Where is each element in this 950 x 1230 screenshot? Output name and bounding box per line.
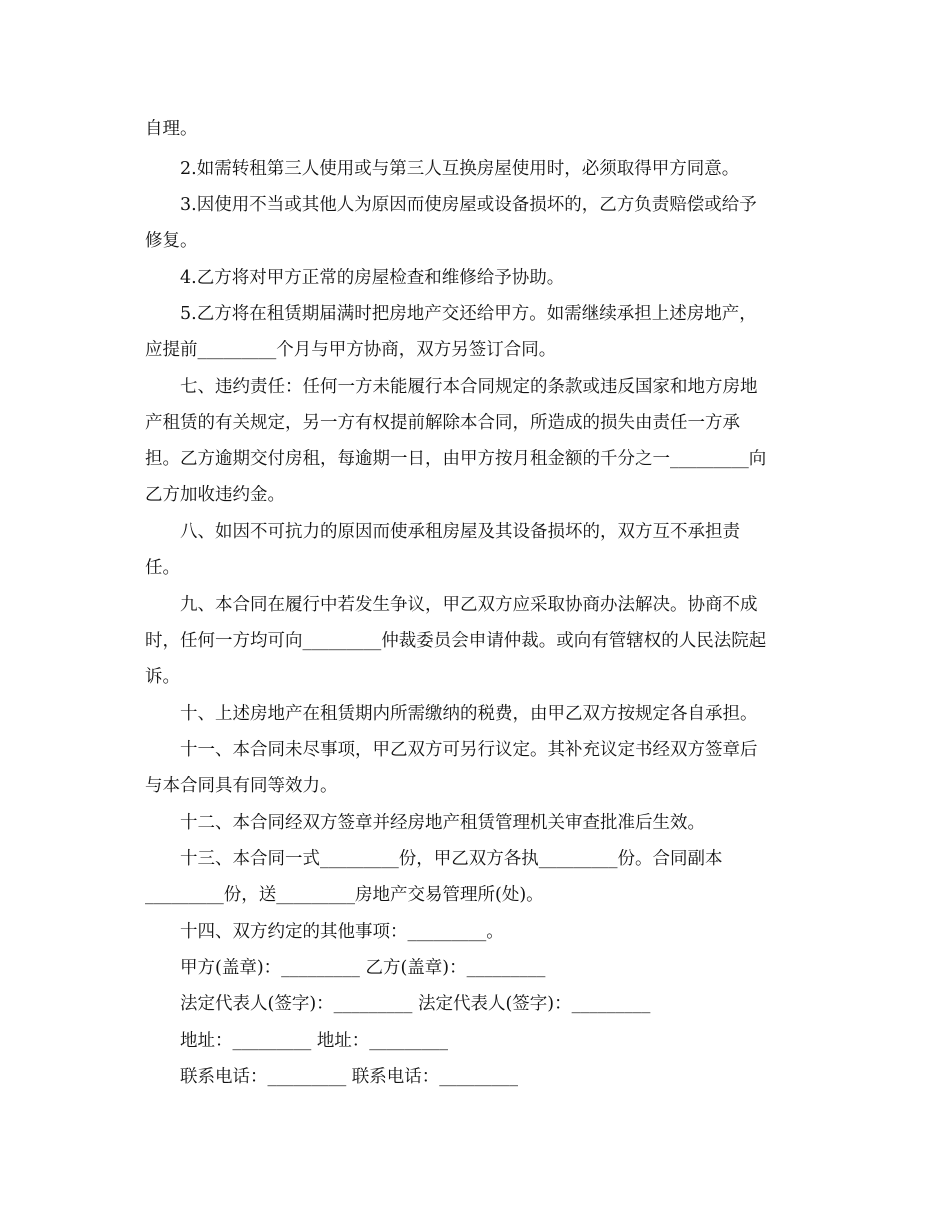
text-line: 十四、双方约定的其他事项：_________。 <box>180 922 504 942</box>
text-line: 十三、本合同一式_________份，甲乙双方各执_________份。合同副本 <box>180 849 723 869</box>
text-line: 八、如因不可抗力的原因而使承租房屋及其设备损坏的，双方互不承担责 <box>180 522 740 542</box>
text-line: 十、上述房地产在租赁期内所需缴纳的税费，由甲乙双方按规定各自承担。 <box>180 704 758 724</box>
text-line: 4.乙方将对甲方正常的房屋检查和维修给予协助。 <box>180 268 565 288</box>
text-line: 3.因使用不当或其他人为原因而使房屋或设备损坏的，乙方负责赔偿或给予 <box>180 195 757 215</box>
text-line: 十一、本合同未尽事项，甲乙双方可另行议定。其补充议定书经双方签章后 <box>180 740 758 760</box>
signature-line: 甲方(盖章)：_________ 乙方(盖章)：_________ <box>180 958 546 978</box>
signature-line: 法定代表人(签字)：_________ 法定代表人(签字)：_________ <box>180 994 651 1014</box>
text-line: 自理。 <box>145 119 198 139</box>
text-line: 九、本合同在履行中若发生争议，甲乙双方应采取协商办法解决。协商不成 <box>180 595 758 615</box>
text-line: 七、违约责任：任何一方未能履行本合同规定的条款或违反国家和地方房地 <box>180 377 758 397</box>
text-line: _________份，送_________房地产交易管理所(处)。 <box>145 885 544 905</box>
text-line: 乙方加收违约金。 <box>145 485 285 505</box>
text-line: 修复。 <box>145 231 198 251</box>
text-line: 应提前_________个月与甲方协商，双方另签订合同。 <box>145 340 557 360</box>
signature-line: 地址：_________ 地址：_________ <box>180 1031 449 1051</box>
text-line: 2.如需转租第三人使用或与第三人互换房屋使用时，必须取得甲方同意。 <box>180 159 740 179</box>
text-line: 时，任何一方均可向_________仲裁委员会申请仲裁。或向有管辖权的人民法院起 <box>145 631 767 651</box>
text-line: 5.乙方将在租赁期届满时把房地产交还给甲方。如需继续承担上述房地产， <box>180 304 757 324</box>
signature-line: 联系电话：_________ 联系电话：_________ <box>180 1067 519 1087</box>
text-line: 与本合同具有同等效力。 <box>145 776 338 796</box>
text-line: 担。乙方逾期交付房租，每逾期一日，由甲方按月租金额的千分之一_________向 <box>145 449 767 469</box>
text-line: 十二、本合同经双方签章并经房地产租赁管理机关审查批准后生效。 <box>180 813 705 833</box>
text-line: 诉。 <box>145 667 180 687</box>
text-line: 产租赁的有关规定，另一方有权提前解除本合同，所造成的损失由责任一方承 <box>145 413 740 433</box>
text-line: 任。 <box>145 558 180 578</box>
